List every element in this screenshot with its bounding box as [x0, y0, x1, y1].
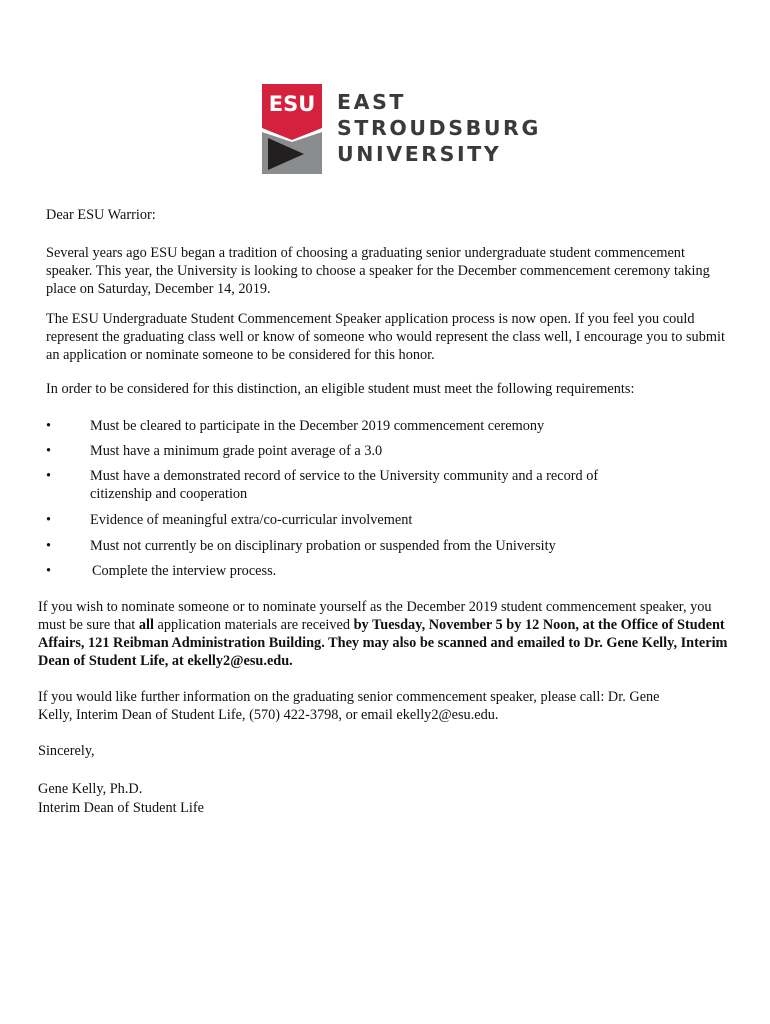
nomination-text-c: application materials are received	[153, 617, 354, 633]
bullet-marker: •	[46, 538, 52, 554]
requirement-text: Complete the interview process.	[92, 563, 277, 579]
bullet-marker: •	[46, 418, 52, 434]
bullet-marker: •	[46, 468, 52, 484]
closing: Sincerely,	[38, 743, 95, 759]
bullet-marker: •	[46, 563, 52, 579]
nomination-text-all: all	[138, 617, 154, 633]
requirement-text: Must not currently be on disciplinary probation or suspended from the University	[90, 538, 556, 554]
nomination-text-a: If you wish to nominate someone or to nominate yourself as the December 2019 student commencement speaker, you must be sure that	[38, 599, 712, 633]
requirement-text: Must be cleared to participate in the December 2019 commencement ceremony	[90, 418, 545, 434]
requirement-text: Must have a minimum grade point average of a 3.0	[90, 443, 383, 459]
paragraph-nomination-deadline	[38, 598, 738, 670]
paragraph-requirements-lead: In order to be considered for this distinction, an eligible student must meet the following requirements:	[46, 381, 635, 397]
requirement-text: Evidence of meaningful extra/co-curricular involvement	[90, 512, 413, 528]
logo-line-stroudsburg: STROUDSBURG	[337, 116, 541, 140]
requirement-text: Must have a demonstrated record of service to the University community and a record of citizenship and cooperation	[90, 468, 599, 502]
bullet-marker: •	[46, 443, 52, 459]
logo-abbr: ESU	[268, 92, 316, 116]
salutation: Dear ESU Warrior:	[46, 207, 156, 223]
bullet-marker: •	[46, 512, 52, 528]
logo-line-university: UNIVERSITY	[337, 142, 502, 166]
paragraph-contact-info: If you would like further information on the graduating senior commencement speaker, please call: Dr. Gene Kelly, Interim Dean of Student Life, (570) 422-3798, or email ekelly2@esu.edu.	[38, 689, 660, 723]
nomination-deadline-bold: by Tuesday, November 5 by 12 Noon, at the Office of Student Affairs, 121 Reibman Administration Building. They may also be scanned and emailed to Dr. Gene Kelly, Interim Dean of Student Life, at ekelly2@esu.edu.	[38, 617, 728, 669]
paragraph-application-open: The ESU Undergraduate Student Commencement Speaker application process is now open. If you feel you could represent the graduating class well or know of someone who would represent the class well, I encourage you to submit an application or nominate someone to be considered for this honor.	[46, 311, 725, 363]
paragraph-intro: Several years ago ESU began a tradition of choosing a graduating senior undergraduate student commencement speaker. This year, the University is looking to choose a speaker for the December commencement ceremony taking place on Saturday, December 14, 2019.	[46, 245, 710, 297]
esu-logo-mark-icon	[262, 84, 322, 174]
signer-title: Interim Dean of Student Life	[38, 800, 204, 816]
signer-name: Gene Kelly, Ph.D.	[38, 781, 143, 797]
university-logo	[262, 84, 541, 174]
logo-line-east: EAST	[337, 90, 407, 114]
